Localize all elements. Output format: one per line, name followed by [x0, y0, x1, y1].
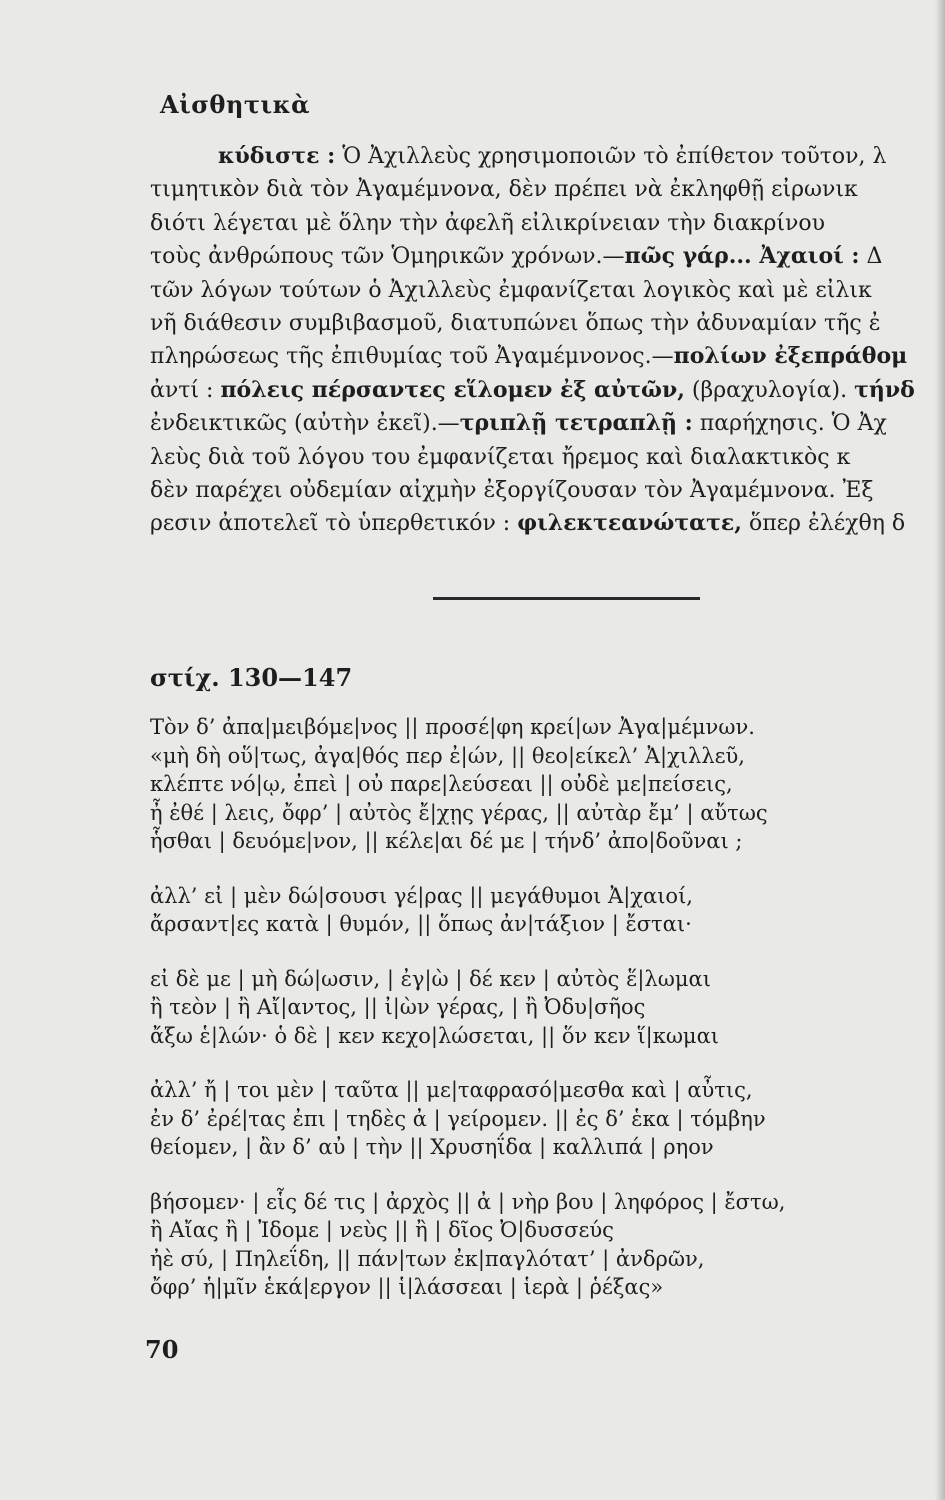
bold-term: κύδιστε : — [218, 143, 336, 169]
verse-stanza — [150, 713, 925, 856]
verse-stanza — [150, 1188, 925, 1302]
verse-line: ἄρσαντ|ες κατὰ | θυμόν, || ὅπως ἀν|τάξιον | ἔσται· — [150, 912, 692, 936]
verse-line: ἢ τεὸν | ἢ Αἴ|αντος, || ἰ|ὼν γέρας, | ἢ Ὀδυ|σῆος — [150, 995, 646, 1019]
verse-stanza — [150, 882, 925, 939]
bold-term: πῶς γάρ... Ἀχαιοί : — [624, 243, 860, 270]
bold-term: τριπλῇ τετραπλῇ : — [459, 410, 693, 437]
text-run: δὲν παρέχει οὐδεμίαν αἰχμὴν ἐξοργίζουσαν τὸν Ἀγαμέμνονα. Ἐξ — [150, 477, 874, 503]
commentary-line — [150, 307, 925, 340]
verse-line: εἰ δὲ με | μὴ δώ|ωσιν, | ἐγ|ὼ | δέ κεν | αὐτὸς ἕ|λωμαι — [150, 966, 711, 991]
verse-line: ἢ Αἴας ἢ | Ἰδομε | νεὺς || ἢ | δῖος Ὀ|δυσσεύς — [150, 1218, 614, 1242]
verse-line: «μὴ δὴ οὕ|τως, ἀγα|θός περ ἐ|ών, || θεο|είκελ’ Ἀ|χιλλεῦ, — [150, 743, 745, 768]
verse-line: ἀλλ’ ἤ | τοι μὲν | ταῦτα || με|ταφρασό|μεσθα καὶ | αὖτις, — [150, 1078, 753, 1102]
text-run: τῶν λόγων τούτων ὁ Ἀχιλλεὺς ἐμφανίζεται λογικὸς καὶ μὲ εἰλικ — [150, 277, 872, 303]
bold-term: τήνδ — [854, 376, 915, 403]
verse-line: ἦ ἐθέ | λεις, ὄφρ’ | αὐτὸς ἔ|χῃς γέρας, || αὐτὰρ ἔμ’ | αὔτως — [150, 800, 768, 825]
verse-line: ἀλλ’ εἰ | μὲν δώ|σουσι γέ|ρας || μεγάθυμοι Ἀ|χαιοί, — [150, 883, 693, 908]
commentary-line — [150, 441, 925, 474]
verse-line: ἄξω ἑ|λών· ὁ δὲ | κεν κεχο|λώσεται, || ὅν κεν ἵ|κωμαι — [150, 1023, 719, 1048]
verse-block — [150, 713, 925, 1328]
commentary-line — [150, 173, 925, 206]
verse-line: ἐν δ’ ἐρέ|τας ἐπι | τηδὲς ἀ | γείρομεν. || ἐς δ’ ἑκα | τόμβην — [150, 1106, 766, 1131]
divider-rule — [433, 597, 700, 600]
commentary-line — [150, 507, 925, 540]
commentary-line — [150, 207, 925, 240]
commentary-line — [150, 140, 925, 173]
verse-stanza — [150, 965, 925, 1051]
text-run: Δ — [859, 244, 883, 270]
text-run: τοὺς ἀνθρώπους τῶν Ὁμηρικῶν χρόνων.— — [150, 244, 625, 270]
text-run: παρήχησις. Ὁ Ἀχ — [692, 411, 887, 437]
verse-line: ὄφρ’ ἡ|μῖν ἑκά|εργον || ἱ|λάσσεαι | ἱερὰ | ῥέξας» — [150, 1275, 664, 1299]
commentary-line — [150, 340, 925, 373]
verse-line: βήσομεν· | εἷς δέ τις | ἀρχὸς || ἀ | νὴρ βου | ληφόρος | ἔστω, — [150, 1189, 786, 1214]
commentary-line — [150, 240, 925, 273]
text-run: πληρώσεως τῆς ἐπιθυμίας τοῦ Ἀγαμέμνονος.— — [150, 344, 674, 370]
bold-term: πόλεις πέρσαντες εἵλομεν ἐξ αὐτῶν, — [220, 376, 685, 403]
commentary-line — [150, 274, 925, 307]
verse-line: θείομεν, | ἂν δ’ αὐ | τὴν || Χρυσηΐδα | καλλιπά | ρηον — [150, 1135, 714, 1159]
text-run: ἐνδεικτικῶς (αὐτὴν ἐκεῖ).— — [150, 411, 460, 437]
text-run: λεὺς διὰ τοῦ λόγου του ἐμφανίζεται ἤρεμος καὶ διαλακτικὸς κ — [150, 444, 851, 470]
text-run: ἀντί : — [150, 377, 221, 403]
text-run: ὅπερ ἐλέχθη δ — [741, 511, 906, 537]
page-edge-shadow — [935, 0, 945, 1500]
commentary-line — [150, 474, 925, 507]
bold-term: φιλεκτεανώτατε, — [517, 510, 742, 537]
text-run: ρεσιν ἀποτελεῖ τὸ ὑπερθετικόν : — [150, 511, 518, 537]
verse-stanza — [150, 1076, 925, 1162]
text-run: (βραχυλογία). — [684, 377, 855, 403]
verse-line: ἧσθαι | δευόμε|νον, || κέλε|αι δέ με | τήνδ’ ἀπο|δοῦναι ; — [150, 829, 743, 853]
text-run: νῆ διάθεσιν συμβιβασμοῦ, διατυπώνει ὅπως τὴν ἀδυναμίαν τῆς ἐ — [150, 310, 881, 336]
text-run: τιμητικὸν διὰ τὸν Ἀγαμέμνονα, δὲν πρέπει νὰ ἐκληφθῇ εἰρωνικ — [150, 177, 858, 203]
text-run: Ὁ Ἀχιλλεὺς χρησιμοποιῶν τὸ ἐπίθετον τοῦτον, λ — [335, 144, 887, 169]
page-number: 70 — [145, 1335, 179, 1364]
commentary-text — [150, 140, 925, 541]
text-run: διότι λέγεται μὲ ὅλην τὴν ἀφελῆ εἰλικρίνειαν τὴν διακρίνου — [150, 210, 826, 236]
commentary-line — [150, 374, 925, 407]
bold-term: πολίων ἐξεπράθομ — [673, 343, 908, 370]
verse-line: ἠὲ σύ, | Πηλεΐδη, || πάν|των ἐκ|παγλότατ’ | ἀνδρῶν, — [150, 1246, 705, 1271]
verse-line: κλέπτε νό|ῳ, ἐπεὶ | οὐ παρε|λεύσεαι || οὐδὲ με|πείσεις, — [150, 772, 733, 796]
verse-line: Τὸν δ’ ἀπα|μειβόμε|νος || προσέ|φη κρεί|ων Ἀγα|μέμνων. — [150, 715, 755, 739]
section-heading: Αἰσθητικὰ — [160, 90, 311, 119]
verse-range-title: στίχ. 130—147 — [150, 663, 353, 692]
commentary-line — [150, 407, 925, 440]
